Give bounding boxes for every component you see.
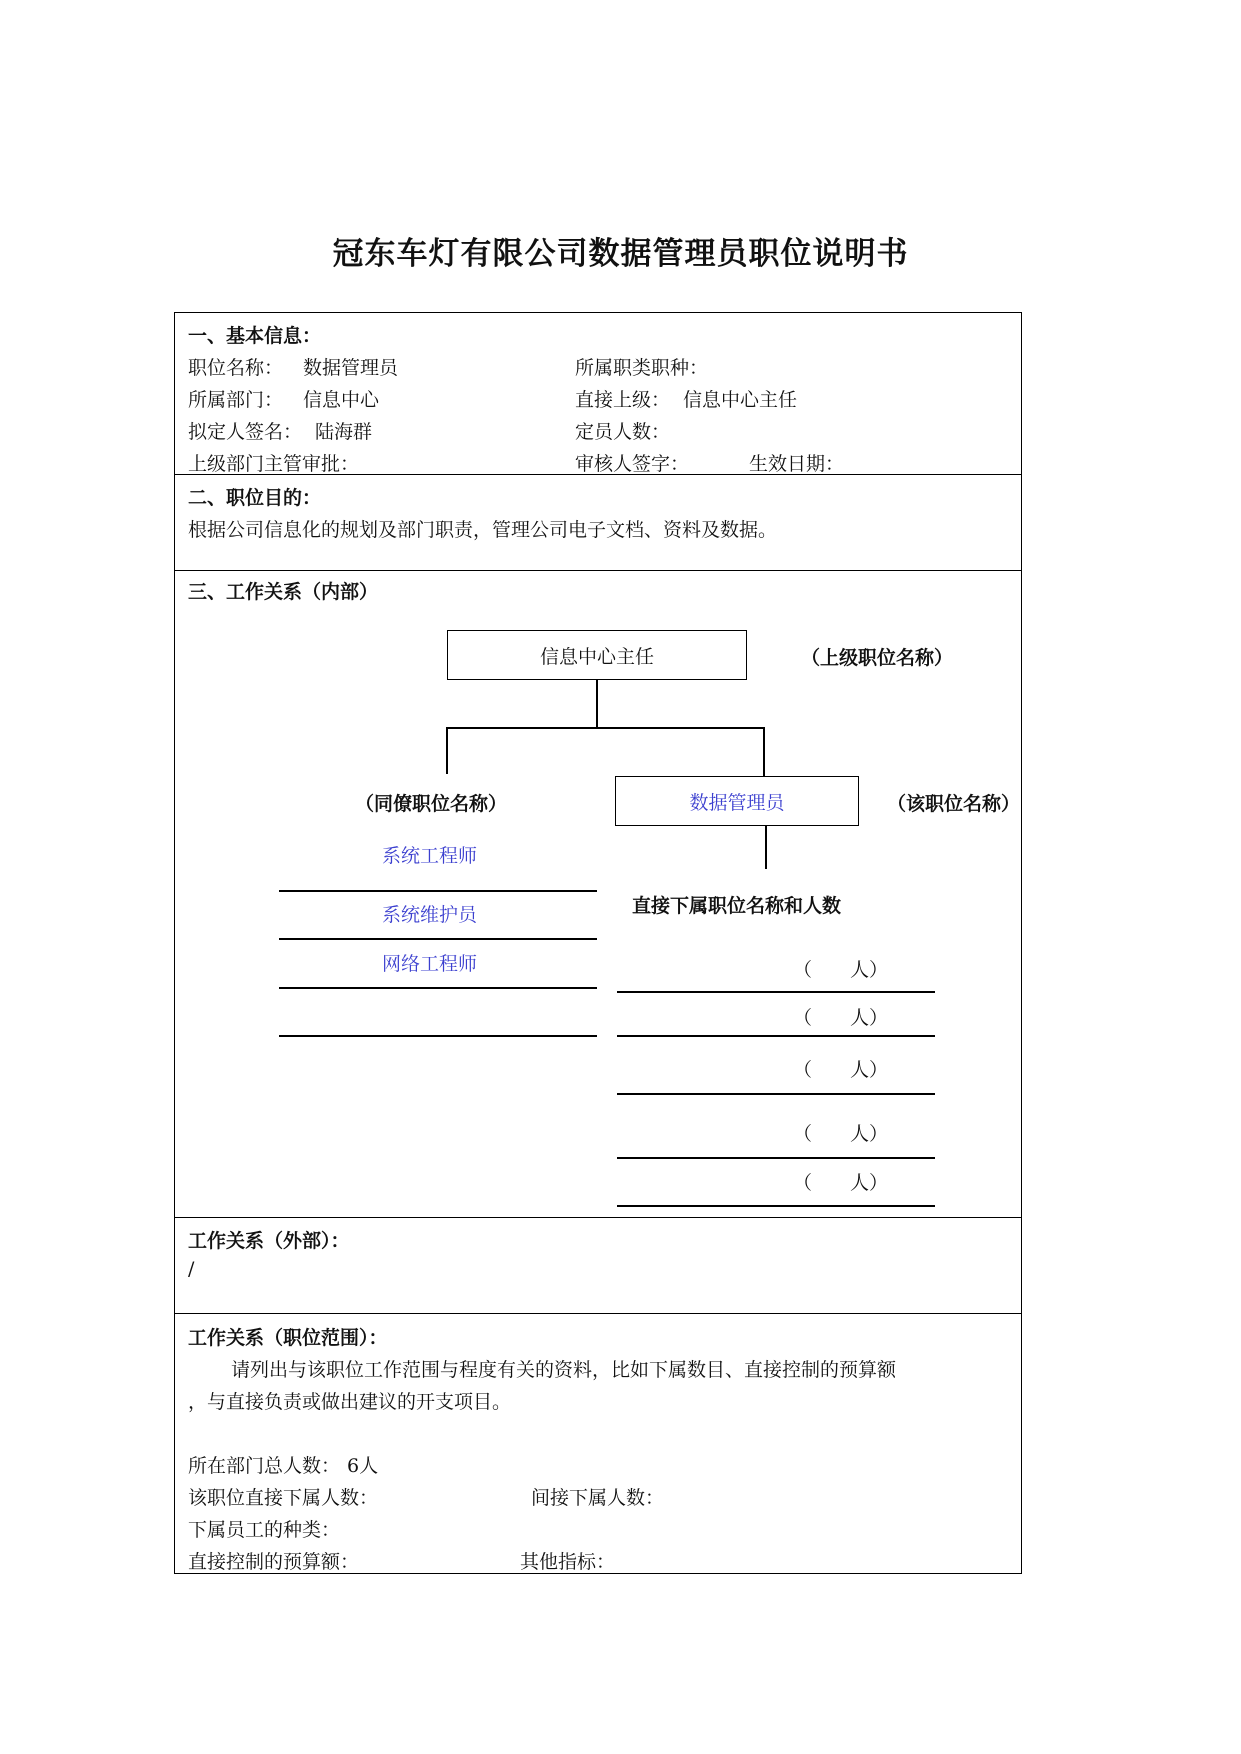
peer-underline (279, 987, 597, 989)
position-box: 数据管理员 (615, 776, 859, 826)
job-name-label: 职位名称： (188, 357, 284, 379)
drafter-label: 拟定人签名： (188, 421, 303, 443)
purpose-heading: 二、职位目的： (188, 487, 322, 509)
job-name-value: 数据管理员 (303, 357, 399, 379)
peer-underline (279, 938, 597, 940)
job-description-form (174, 312, 1022, 1574)
subordinate-count (793, 955, 888, 982)
subordinate-count (793, 1003, 888, 1030)
subordinate-underline (617, 1205, 935, 1207)
position-note: （该职位名称） (887, 793, 1021, 815)
connector-line (446, 727, 448, 774)
subordinate-type-label: 下属员工的种类： (188, 1519, 341, 1541)
headcount-label: 定员人数： (575, 421, 671, 443)
subordinate-count-unit: 人） (850, 1172, 889, 1194)
department-value: 信息中心 (303, 389, 380, 411)
subordinate-count (793, 1168, 888, 1195)
peer-item: 网络工程师 (382, 953, 478, 975)
direct-superior-value: 信息中心主任 (683, 389, 798, 411)
indirect-subordinates-label: 间接下属人数： (531, 1487, 665, 1509)
scope-instruction-line1: 请列出与该职位工作范围与程度有关的资料，比如下属数目、直接控制的预算额 (231, 1359, 897, 1381)
drafter-value: 陆海群 (315, 421, 373, 443)
peer-note: （同僚职位名称） (355, 793, 508, 815)
connector-line (765, 825, 767, 869)
dept-total-value: 6人 (347, 1455, 379, 1477)
external-relations-value: / (188, 1258, 195, 1280)
connector-line (446, 727, 764, 729)
scope-heading: 工作关系（职位范围）： (188, 1327, 388, 1349)
subordinate-count-unit: 人） (850, 959, 889, 981)
budget-label: 直接控制的预算额： (188, 1551, 360, 1573)
peer-underline (279, 890, 597, 892)
external-relations-heading: 工作关系（外部）： (188, 1230, 350, 1252)
peer-underline (279, 1035, 597, 1037)
scope-instruction-line2: ，与直接负责或做出建议的开支项目。 (188, 1391, 512, 1413)
superior-box: 信息中心主任 (447, 630, 747, 680)
subordinate-underline (617, 1093, 935, 1095)
subordinate-underline (617, 1157, 935, 1159)
peer-item: 系统工程师 (382, 845, 478, 867)
subordinate-count (793, 1119, 888, 1146)
section-divider (175, 1217, 1021, 1218)
connector-line (763, 727, 765, 776)
department-label: 所属部门： (188, 389, 284, 411)
other-indicators-label: 其他指标： (520, 1551, 616, 1573)
connector-line (596, 679, 598, 728)
subordinate-count-open: （ (793, 1059, 813, 1081)
basic-info-heading: 一、基本信息： (188, 325, 322, 347)
job-category-label: 所属职类职种： (575, 357, 709, 379)
subordinate-count-unit: 人） (850, 1007, 889, 1029)
superior-note: （上级职位名称） (801, 647, 954, 669)
subordinate-count-open: （ (793, 1172, 813, 1194)
subordinate-count (793, 1055, 888, 1082)
subordinate-count-open: （ (793, 1123, 813, 1145)
subordinate-count-open: （ (793, 1007, 813, 1029)
direct-superior-label: 直接上级： (575, 389, 671, 411)
subordinate-underline (617, 991, 935, 993)
peer-item: 系统维护员 (382, 904, 478, 926)
purpose-text: 根据公司信息化的规划及部门职责，管理公司电子文档、资料及数据。 (188, 519, 778, 541)
section-divider (175, 474, 1021, 475)
direct-subordinates-label: 该职位直接下属人数： (188, 1487, 379, 1509)
reviewer-label: 审核人签字： (575, 453, 690, 475)
subordinate-count-unit: 人） (850, 1059, 889, 1081)
section-divider (175, 1313, 1021, 1314)
page-title: 冠东车灯有限公司数据管理员职位说明书 (332, 236, 909, 272)
section-divider (175, 570, 1021, 571)
effective-date-label: 生效日期： (749, 453, 845, 475)
subordinate-heading: 直接下属职位名称和人数 (632, 895, 842, 917)
approval-label: 上级部门主管审批： (188, 453, 360, 475)
subordinate-count-unit: 人） (850, 1123, 889, 1145)
subordinate-count-open: （ (793, 959, 813, 981)
subordinate-underline (617, 1035, 935, 1037)
internal-relations-heading: 三、工作关系（内部） (188, 581, 379, 603)
dept-total-label: 所在部门总人数： (188, 1455, 341, 1477)
